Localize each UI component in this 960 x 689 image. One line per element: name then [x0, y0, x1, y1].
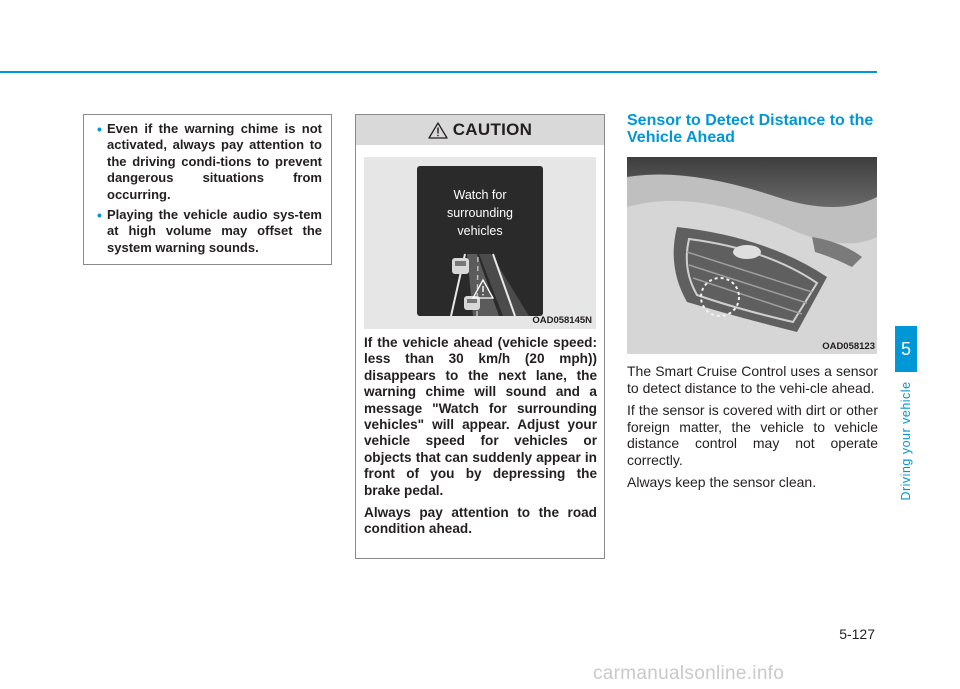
body-paragraph: Always keep the sensor clean. [627, 474, 817, 490]
caution-title: CAUTION [452, 120, 533, 139]
cluster-figure [364, 157, 596, 329]
section-title: Sensor to Detect Distance to the Vehicle Ahead [627, 112, 874, 146]
bullet-icon: • [97, 121, 102, 137]
figure-code: OAD058123 [822, 341, 875, 352]
top-rule [0, 71, 877, 73]
bullet-item: • Even if the warning chime is not activated, always pay attention to the driving condi-tions to prevent dangerous situations from occurring. [97, 121, 322, 202]
cluster-message: Watch for surrounding vehicles [446, 188, 513, 238]
bullet-item: • Playing the vehicle audio sys-tem at high volume may offset the system warning sounds. [97, 207, 322, 255]
body-paragraph: If the sensor is covered with dirt or other foreign matter, the vehicle to vehicle distance control may not operate correctly. [627, 402, 878, 468]
caution-header [356, 115, 604, 145]
bullet-list [97, 121, 322, 256]
road-graphic [417, 166, 543, 316]
page-number: 5-127 [839, 626, 875, 642]
bullet-icon: • [97, 207, 102, 224]
caution-paragraph: If the vehicle ahead (vehicle speed: less than 30 km/h (20 mph)) disappears to the next lane, the warning chime will sound and a message "Watch for surrounding vehicles" will appear. Adjust your vehicle speed for vehicles or objects that can suddenly appear in front of you by depressing the brake pedal. [364, 335, 597, 498]
cluster-display [417, 166, 543, 316]
chapter-tab: 5 [895, 326, 917, 372]
caution-box [355, 114, 605, 559]
caution-body [364, 335, 597, 544]
car-illustration [627, 157, 877, 354]
section-body [627, 363, 878, 497]
watermark: carmanualsonline.info [593, 663, 785, 684]
warning-triangle-icon [428, 122, 448, 139]
body-paragraph: The Smart Cruise Control uses a sensor to detect distance to the vehi-cle ahead. [627, 363, 878, 396]
car-icon [452, 258, 469, 274]
figure-code: OAD058145N [532, 315, 592, 326]
warning-bullet-box [83, 114, 332, 265]
caution-paragraph: Always pay attention to the road condition ahead. [364, 505, 597, 537]
chapter-label: Driving your vehicle [899, 381, 913, 501]
car-front-photo [627, 157, 877, 354]
